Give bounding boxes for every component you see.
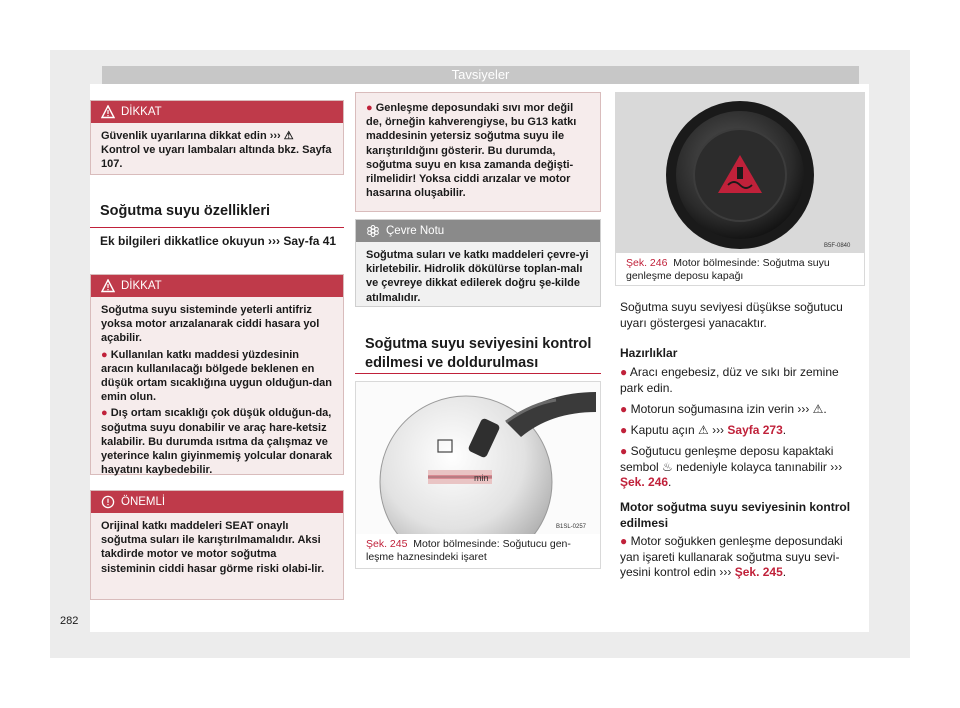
- environment-note-header: [356, 220, 600, 242]
- page-link[interactable]: Sayfa 273: [727, 423, 783, 437]
- figure-245: [355, 381, 601, 569]
- bullet-item: [620, 402, 865, 418]
- environment-note-box: [355, 219, 601, 307]
- info-circle-icon: [101, 495, 115, 509]
- warning-title: DİKKAT: [121, 280, 162, 292]
- warning-triangle-icon: [101, 105, 115, 119]
- warning-bullet: [366, 101, 590, 200]
- min-label: min: [474, 473, 489, 483]
- warning-title: DİKKAT: [121, 106, 162, 118]
- warning-header: [91, 101, 343, 123]
- bullet-text: Motor soğukken genleşme deposundaki yan işareti kullanarak soğutma suyu sevi-yesini kontrol edin ›››: [620, 534, 843, 579]
- bullet-text: Aracı engebesiz, düz ve sıkı bir zemine park edin.: [620, 365, 839, 395]
- figure-caption-text: Motor bölmesinde: Soğutma suyu genleşme deposu kapağı: [626, 257, 830, 282]
- bullet-icon: ●: [620, 402, 631, 416]
- notice-title: ÖNEMLİ: [121, 496, 166, 508]
- bullet-icon: ●: [620, 423, 631, 437]
- page-header: Tavsiyeler: [102, 66, 859, 84]
- bullet-item: ● Kaputu açın ⚠ ››› Sayfa 273.: [620, 423, 787, 437]
- warning-triangle-icon: [101, 279, 115, 293]
- warning-bullet: [101, 348, 333, 405]
- page-content: [90, 84, 869, 632]
- warning-box-continued: [355, 92, 601, 212]
- subheading: Motor soğutma suyu seviyesinin kontrol edilmesi: [620, 500, 851, 530]
- bullet-icon: ●: [620, 444, 631, 458]
- bullet-item: ● Motor soğukken genleşme deposundaki yan işareti kullanarak soğutma suyu sevi-yesini kontrol edin ››› Şek. 245.: [620, 534, 843, 579]
- figure-caption: [626, 257, 858, 283]
- intro-text: Ek bilgileri dikkatlice okuyun ››› Say-fa 41: [100, 234, 337, 248]
- flower-icon: [366, 224, 380, 238]
- warning-header: [91, 275, 343, 297]
- bullet-text: Dış ortam sıcaklığı çok düşük olduğun-da, soğutma suyu donabilir ve araç hare-ketsiz kalabilir. Bu durumda ısıtma da çalışmaz ve yeterince kalın giyinmemiş yolcular donarak hayatını kaybedebilir.: [101, 407, 333, 477]
- bullet-item: ● Soğutucu genleşme deposu kapaktaki sembol ♨ nedeniyle kolayca tanınabilir ››› Şek. 246.: [620, 444, 843, 489]
- figure-code: B5F-0840: [824, 243, 851, 249]
- bullet-text: Kaputu açın ⚠ ›››: [630, 423, 728, 437]
- notice-header: [91, 491, 343, 513]
- notice-text: Orijinal katkı maddeleri SEAT onaylı soğutma suları ile karıştırılmamalıdır. Aksi takdirde motor ve motor soğutma sisteminin ciddi hasar görme riski olabi-lir.: [101, 520, 325, 575]
- figure-link[interactable]: Şek. 246: [620, 475, 669, 489]
- warning-paragraph: Soğutma suyu sisteminde yeterli antifriz yoksa motor arızalanarak ciddi hasara yol açabilir.: [101, 304, 320, 345]
- figure-caption-text: Motor bölmesinde: Soğutucu gen-leşme haznesindeki işaret: [366, 538, 571, 563]
- bullet-text: Soğutucu genleşme deposu kapaktaki sembol ♨ nedeniyle kolayca tanınabilir ›››: [620, 444, 843, 474]
- section-heading: Soğutma suyu seviyesini kontrol edilmesi ve doldurulması: [365, 336, 592, 371]
- bullet-item: [620, 365, 865, 396]
- bullet-icon: ●: [101, 407, 111, 420]
- warning-text: Güvenlik uyarılarına dikkat edin ››› ⚠ Kontrol ve uyarı lambaları altında bkz. Sayfa 107.: [101, 130, 332, 171]
- figure-246: [615, 92, 865, 286]
- bullet-text: Motorun soğumasına izin verin ››› ⚠.: [630, 402, 827, 416]
- environment-note-text: Soğutma suları ve katkı maddeleri çevre-yi kirletebilir. Hidrolik dökülürse toplan-malı ve çevreye dikkat edilerek doğru şe-kilde atılmalıdır.: [366, 249, 589, 304]
- subheading: Hazırlıklar: [620, 346, 678, 360]
- warning-box-1: [90, 100, 344, 175]
- page-number: 282: [60, 615, 79, 627]
- bullet-icon: ●: [366, 102, 376, 114]
- environment-note-title: Çevre Notu: [386, 225, 445, 237]
- bullet-text: Genleşme deposundaki sıvı mor değil de, örneğin kahverengiyse, bu G13 katkı maddesinin yetersiz soğutma suyu ile karıştırıldığını gösterir. Bu durumda, soğutma suyu en kısa zamanda değişti-rilmelidir! Yoksa ciddi arızalar ve motor hasarına oluşabilir.: [366, 102, 577, 200]
- figure-code: B1SL-0257: [556, 524, 587, 530]
- bullet-icon: ●: [101, 348, 111, 361]
- heading-rule: [355, 373, 601, 374]
- bullet-text: Kullanılan katkı maddesi yüzdesinin aracın kullanılacağı bölgede beklenen en düşük ortam sıcaklığına uygun olduğun-dan emin olun.: [101, 348, 333, 404]
- figure-caption: [366, 538, 594, 564]
- notice-box: [90, 490, 344, 600]
- section-heading: Soğutma suyu özellikleri: [100, 203, 271, 219]
- coolant-tank-illustration: [356, 382, 600, 534]
- warning-box-2: [90, 274, 344, 475]
- bullet-icon: ●: [620, 534, 631, 548]
- figure-label: Şek. 245: [366, 538, 408, 550]
- heading-rule: [90, 227, 344, 228]
- bullet-icon: ●: [620, 365, 630, 379]
- paragraph: Soğutma suyu seviyesi düşükse soğutucu uyarı göstergesi yanacaktır.: [620, 300, 843, 330]
- coolant-cap-illustration: [616, 93, 864, 253]
- warning-bullet: [101, 406, 333, 477]
- figure-link[interactable]: Şek. 245: [734, 565, 783, 579]
- figure-label: Şek. 246: [626, 257, 668, 269]
